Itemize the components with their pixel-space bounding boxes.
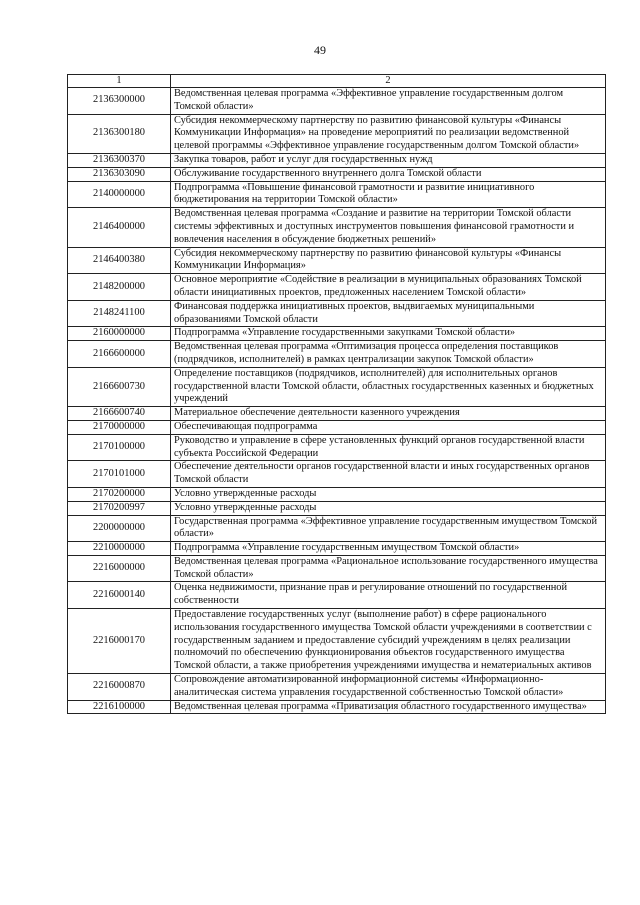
table-row <box>68 542 606 556</box>
row-code-cell: 2136303090 <box>68 167 171 181</box>
page-number: 49 <box>314 43 326 57</box>
row-code-cell: 2166600000 <box>68 341 171 368</box>
table-header-row <box>68 75 606 88</box>
table-row <box>68 167 606 181</box>
table-row <box>68 501 606 515</box>
row-name-cell: Субсидия некоммерческому партнерству по развитию финансовой культуры «Финансы Коммуникации Информация» на проведение мероприятий по реализации ведомственной целевой программы «Эффективное управление государственным долгом Томской области» <box>171 114 606 153</box>
row-name-cell: Закупка товаров, работ и услуг для государственных нужд <box>171 153 606 167</box>
row-name-cell: Подпрограмма «Повышение финансовой грамотности и развитие инициативного бюджетирования на территории Томской области» <box>171 181 606 208</box>
row-name-cell: Ведомственная целевая программа «Эффективное управление государственным долгом Томской области» <box>171 88 606 115</box>
row-name-cell: Ведомственная целевая программа «Приватизация областного государственного имущества» <box>171 700 606 714</box>
row-name-cell: Материальное обеспечение деятельности казенного учреждения <box>171 407 606 421</box>
row-name-cell: Определение поставщиков (подрядчиков, исполнителей) для исполнительных органов государственной власти Томской области, областных государственных казенных и бюджетных учреждений <box>171 367 606 406</box>
column-header-name: 2 <box>171 75 606 88</box>
row-code-cell: 2216000170 <box>68 609 171 674</box>
table-row <box>68 341 606 368</box>
row-name-cell: Подпрограмма «Управление государственным имуществом Томской области» <box>171 542 606 556</box>
row-name-cell: Ведомственная целевая программа «Создание и развитие на территории Томской области системы эффективных и доступных инструментов повышения финансовой грамотности и вовлечения населения в обсуждение бюджетных решений» <box>171 208 606 247</box>
row-name-cell: Обслуживание государственного внутреннего долга Томской области <box>171 167 606 181</box>
row-code-cell: 2148200000 <box>68 274 171 301</box>
row-code-cell: 2216100000 <box>68 700 171 714</box>
row-name-cell: Основное мероприятие «Содействие в реализации в муниципальных образованиях Томской области инициативных проектов, предложенных населением Томской области» <box>171 274 606 301</box>
row-name-cell: Оценка недвижимости, признание прав и регулирование отношений по государственной собственности <box>171 582 606 609</box>
row-code-cell: 2136300370 <box>68 153 171 167</box>
row-code-cell: 2136300000 <box>68 88 171 115</box>
row-name-cell: Предоставление государственных услуг (выполнение работ) в сфере рационального использования государственного имущества Томской области учреждениями в соответствии с государственным заданием и предоставление субсидий учреждениям в целях реализации полномочий по обеспечению функционирования объектов государственного имущества Томской области, а также приобретения учреждениями имущества и нематериальных активов <box>171 609 606 674</box>
row-code-cell: 2170100000 <box>68 434 171 461</box>
table-row <box>68 434 606 461</box>
row-code-cell: 2216000000 <box>68 555 171 582</box>
table-row <box>68 407 606 421</box>
table-row <box>68 208 606 247</box>
row-code-cell: 2216000870 <box>68 674 171 701</box>
table-row <box>68 300 606 327</box>
row-name-cell: Обеспечение деятельности органов государственной власти и иных государственных органов Томской области <box>171 461 606 488</box>
table-row <box>68 700 606 714</box>
table-row <box>68 247 606 274</box>
table-row <box>68 609 606 674</box>
row-code-cell: 2200000000 <box>68 515 171 542</box>
row-name-cell: Подпрограмма «Управление государственными закупками Томской области» <box>171 327 606 341</box>
row-name-cell: Сопровождение автоматизированной информационной системы «Информационно-аналитическая система управления государственной собственностью Томской области» <box>171 674 606 701</box>
row-name-cell: Финансовая поддержка инициативных проектов, выдвигаемых муниципальными образованиями Томской области <box>171 300 606 327</box>
table-body <box>68 88 606 714</box>
row-name-cell: Ведомственная целевая программа «Оптимизация процесса определения поставщиков (подрядчиков, исполнителей) в рамках централизации закупок Томской области» <box>171 341 606 368</box>
row-code-cell: 2170000000 <box>68 420 171 434</box>
row-code-cell: 2136300180 <box>68 114 171 153</box>
row-code-cell: 2146400380 <box>68 247 171 274</box>
row-name-cell: Условно утвержденные расходы <box>171 501 606 515</box>
row-name-cell: Руководство и управление в сфере установленных функций органов государственной власти субъекта Российской Федерации <box>171 434 606 461</box>
row-name-cell: Обеспечивающая подпрограмма <box>171 420 606 434</box>
table-row <box>68 181 606 208</box>
row-code-cell: 2146400000 <box>68 208 171 247</box>
table-row <box>68 487 606 501</box>
row-code-cell: 2170200000 <box>68 487 171 501</box>
table-row <box>68 367 606 406</box>
row-name-cell: Условно утвержденные расходы <box>171 487 606 501</box>
row-code-cell: 2216000140 <box>68 582 171 609</box>
table-row <box>68 153 606 167</box>
table-row <box>68 327 606 341</box>
table-row <box>68 555 606 582</box>
row-name-cell: Ведомственная целевая программа «Рациональное использование государственного имущества Томской области» <box>171 555 606 582</box>
row-name-cell: Государственная программа «Эффективное управление государственным имуществом Томской области» <box>171 515 606 542</box>
column-header-code: 1 <box>68 75 171 88</box>
table-row <box>68 88 606 115</box>
table-row <box>68 114 606 153</box>
table-row <box>68 582 606 609</box>
table-row <box>68 420 606 434</box>
budget-code-table <box>67 74 606 714</box>
row-code-cell: 2170200997 <box>68 501 171 515</box>
table-row <box>68 515 606 542</box>
row-name-cell: Субсидия некоммерческому партнерству по развитию финансовой культуры «Финансы Коммуникации Информация» <box>171 247 606 274</box>
table-row <box>68 461 606 488</box>
row-code-cell: 2160000000 <box>68 327 171 341</box>
row-code-cell: 2210000000 <box>68 542 171 556</box>
row-code-cell: 2170101000 <box>68 461 171 488</box>
row-code-cell: 2148241100 <box>68 300 171 327</box>
table-row <box>68 674 606 701</box>
row-code-cell: 2166600740 <box>68 407 171 421</box>
row-code-cell: 2140000000 <box>68 181 171 208</box>
row-code-cell: 2166600730 <box>68 367 171 406</box>
table-row <box>68 274 606 301</box>
